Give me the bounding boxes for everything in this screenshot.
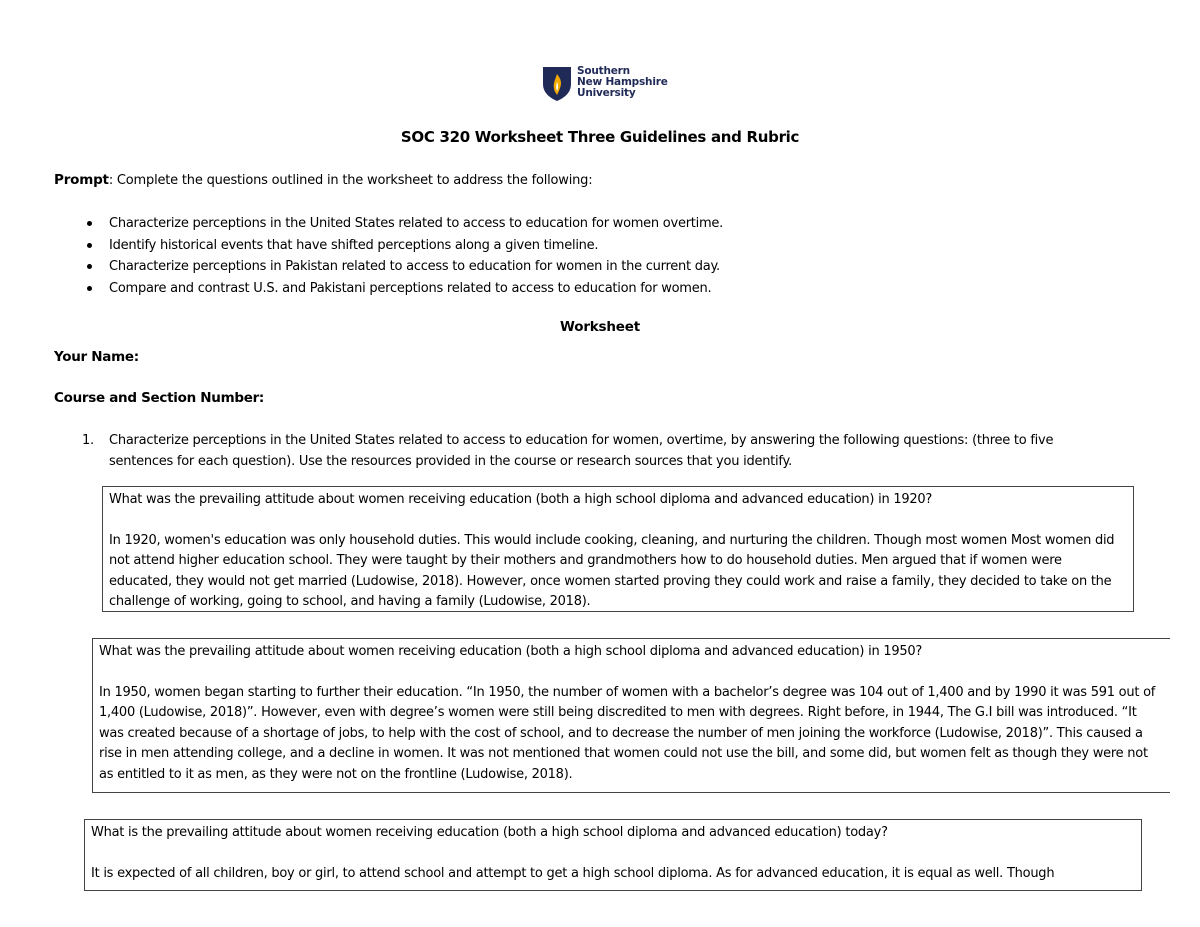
logo-line-2: New Hampshire: [577, 76, 668, 88]
logo-wordmark: [577, 66, 668, 99]
prompt-label: Prompt: [54, 172, 109, 188]
list-item: Compare and contrast U.S. and Pakistani perceptions related to access to education for women.: [54, 278, 723, 300]
box-question: What was the prevailing attitude about women receiving education (both a high school diploma and advanced education) in 1950?: [99, 644, 923, 659]
shield-flame-icon: [542, 66, 572, 102]
list-item: Characterize perceptions in the United States related to access to education for women overtime.: [54, 213, 723, 235]
logo-line-3: University: [577, 87, 636, 99]
snhu-logo: [542, 66, 668, 102]
answer-box-today: [84, 819, 1142, 891]
objectives-list: [54, 213, 723, 299]
your-name-label: Your Name:: [54, 349, 139, 365]
worksheet-heading: Worksheet: [560, 319, 640, 335]
prompt-line: [54, 172, 592, 188]
box-question: What was the prevailing attitude about women receiving education (both a high school diploma and advanced education) in 1920?: [109, 492, 933, 507]
course-section-label: Course and Section Number:: [54, 390, 265, 406]
box-answer: It is expected of all children, boy or girl, to attend school and attempt to get a high school diploma. As for advanced education, it is equal as well. Though: [91, 865, 1055, 881]
prompt-text: : Complete the questions outlined in the worksheet to address the following:: [108, 173, 593, 188]
list-item: Identify historical events that have shifted perceptions along a given timeline.: [54, 235, 723, 257]
question-text: Characterize perceptions in the United States related to access to education for women, overtime, by answering the following questions: (three to five sentences for each question). Use the resources provided in the course or research sources that you identify.: [109, 433, 1054, 469]
document-title: SOC 320 Worksheet Three Guidelines and Rubric: [400, 128, 800, 146]
logo-line-1: Southern: [577, 65, 630, 77]
list-item: Characterize perceptions in Pakistan related to access to education for women in the current day.: [54, 256, 723, 278]
box-answer: In 1920, women's education was only household duties. This would include cooking, cleaning, and nurturing the children. Though most women Most women did not attend higher education school. They were taught by their mothers and grandmothers how to do household duties. Men argued that if women were educated, they would not get married (Ludowise, 2018). However, once women started proving they could work and raise a family, they decided to take on the challenge of working, going to school, and having a family (Ludowise, 2018).: [109, 532, 1115, 609]
box-answer: In 1950, women began starting to further their education. “In 1950, the number of women with a bachelor’s degree was 104 out of 1,400 and by 1990 it was 591 out of 1,400 (Ludowise, 2018)”. However, even with degree’s women were still being discredited to men with degrees. Right before, in 1944, The G.I bill was introduced. “It was created because of a shortage of jobs, to help with the cost of school, and to decrease the number of men joining the workforce (Ludowise, 2018)”. This caused a rise in men attending college, and a decline in women. It was not mentioned that women could not use the bill, and some did, but women felt as though they were not as entitled to it as men, as they were not on the frontline (Ludowise, 2018).: [99, 684, 1156, 782]
answer-box-1950: [92, 638, 1170, 793]
question-number: 1.: [82, 433, 94, 448]
question-1: [82, 430, 1112, 472]
box-question: What is the prevailing attitude about women receiving education (both a high school diploma and advanced education) today?: [91, 825, 888, 840]
answer-box-1920: [102, 486, 1134, 612]
